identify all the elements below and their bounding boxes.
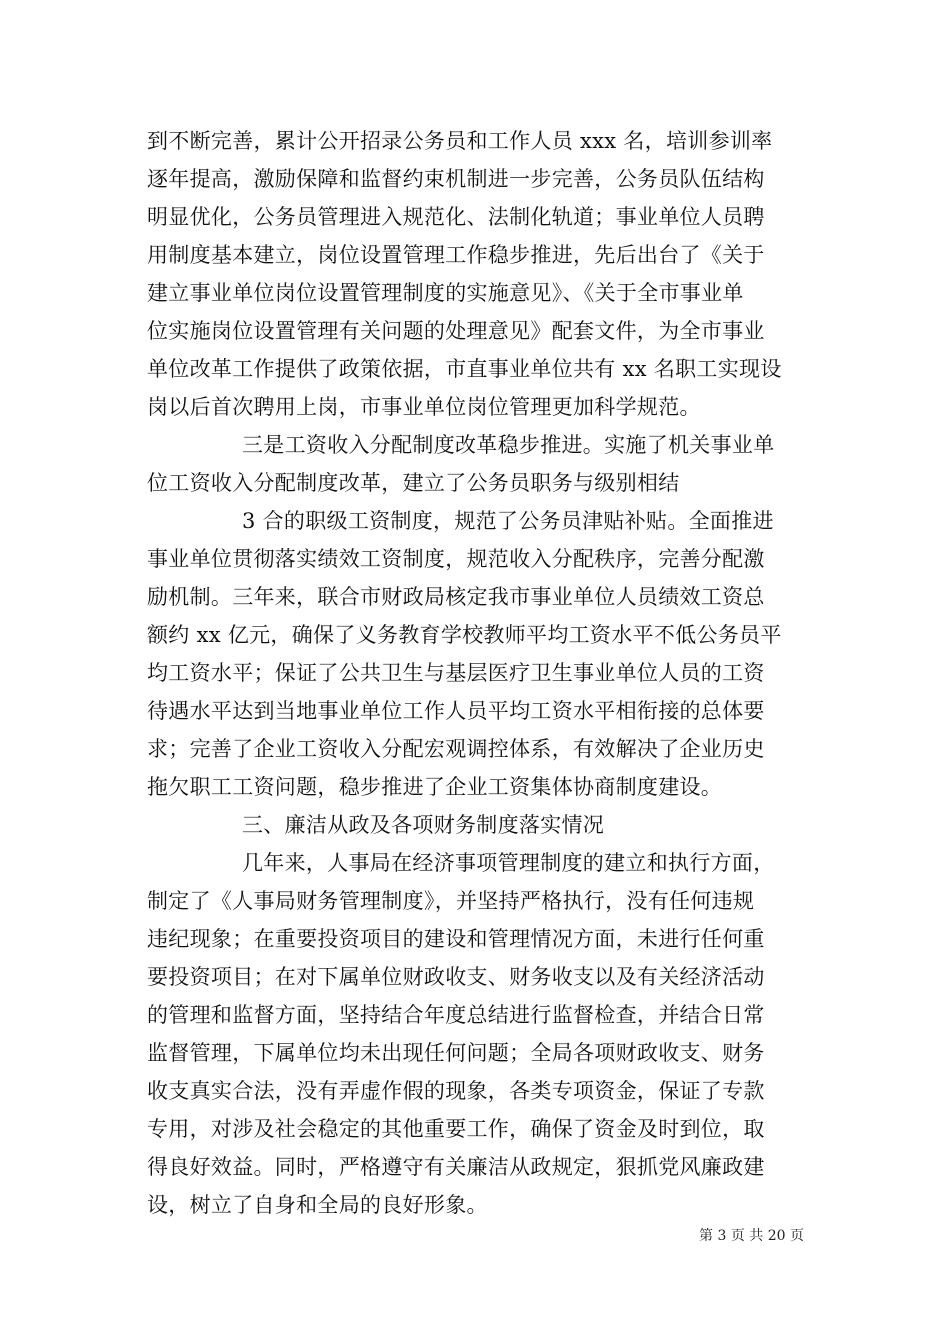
text-line: 收支真实合法，没有弄虚作假的现象，各类专项资金，保证了专款 [147, 1079, 765, 1103]
text-line: 制定了《人事局财务管理制度》，并坚持严格执行，没有任何违规 [147, 889, 755, 913]
text-line: 专用，对涉及社会稳定的其他重要工作，确保了资金及时到位，取 [147, 1117, 765, 1141]
text-line: 明显优化，公务员管理进入规范化、法制化轨道；事业单位人员聘 [147, 205, 765, 229]
text-line: 到不断完善，累计公开招录公务员和工作人员 xxx 名，培训参训率 [147, 129, 773, 153]
text-line: 用制度基本建立，岗位设置管理工作稳步推进，先后出台了《关于 [147, 243, 765, 267]
text-line: 设，树立了自身和全局的良好形象。 [147, 1193, 488, 1217]
text-line: 拖欠职工工资问题，稳步推进了企业工资集体协商制度建设。 [147, 775, 723, 799]
text-line: 要投资项目；在对下属单位财政收支、财务收支以及有关经济活动 [147, 965, 765, 989]
section-heading: 三、廉洁从政及各项财务制度落实情况 [242, 813, 605, 837]
text-line: 单位改革工作提供了政策依据，市直事业单位共有 xx 名职工实现设 [147, 357, 782, 381]
text-line: 岗以后首次聘用上岗，市事业单位岗位管理更加科学规范。 [147, 395, 701, 419]
text-line: 位实施岗位设置管理有关问题的处理意见》配套文件，为全市事业 [147, 319, 765, 343]
paragraph-start-line: 三是工资收入分配制度改革稳步推进。实施了机关事业单 [242, 433, 775, 457]
text-line: 的管理和监督方面，坚持结合年度总结进行监督检查，并结合日常 [147, 1003, 765, 1027]
text-line: 待遇水平达到当地事业单位工作人员平均工资水平相衔接的总体要 [147, 699, 765, 723]
paragraph-start-line: 几年来，人事局在经济事项管理制度的建立和执行方面， [242, 851, 775, 875]
text-line: 均工资水平；保证了公共卫生与基层医疗卫生事业单位人员的工资 [147, 661, 765, 685]
text-line: 得良好效益。同时，严格遵守有关廉洁从政规定，狠抓党风廉政建 [147, 1155, 765, 1179]
text-line: 额约 xx 亿元，确保了义务教育学校教师平均工资水平不低公务员平 [147, 623, 782, 647]
paragraph-start-line: 3 合的职级工资制度，规范了公务员津贴补贴。全面推进 [242, 509, 774, 533]
text-line: 事业单位贯彻落实绩效工资制度，规范收入分配秩序，完善分配激 [147, 547, 765, 571]
text-line: 求；完善了企业工资收入分配宏观调控体系，有效解决了企业历史 [147, 737, 765, 761]
text-line: 位工资收入分配制度改革，建立了公务员职务与级别相结 [147, 471, 680, 495]
text-line: 逐年提高，激励保障和监督约束机制进一步完善，公务员队伍结构 [147, 167, 765, 191]
text-line: 建立事业单位岗位设置管理制度的实施意见》、《关于全市事业单 [147, 281, 744, 305]
text-line: 监督管理，下属单位均未出现任何问题；全局各项财政收支、财务 [147, 1041, 765, 1065]
text-line: 励机制。三年来，联合市财政局核定我市事业单位人员绩效工资总 [147, 585, 765, 609]
text-line: 违纪现象；在重要投资项目的建设和管理情况方面，未进行任何重 [147, 927, 765, 951]
body-text [147, 122, 807, 1224]
page-number: 第 3 页 共 20 页 [699, 1228, 804, 1244]
